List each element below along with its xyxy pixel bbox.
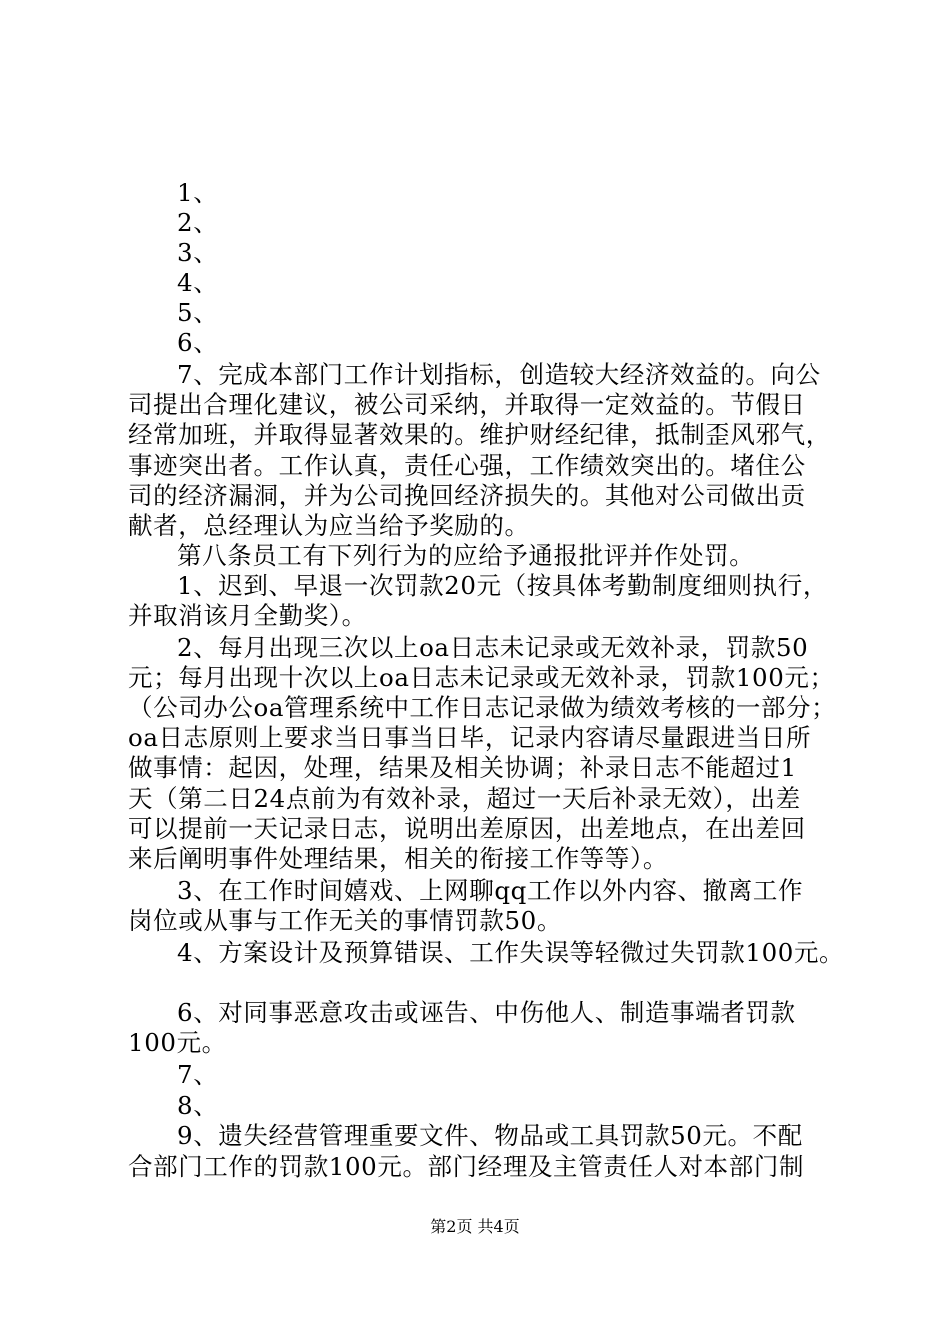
paragraph-line: 6、对同事恶意攻击或诬告、中伤他人、制造事端者罚款 (177, 998, 796, 1027)
paragraph-line: 100元。 (128, 1028, 227, 1057)
list-item: 4、 (177, 268, 219, 297)
paragraph-line: 做事情：起因，处理，结果及相关协调；补录日志不能超过1 (128, 753, 797, 782)
paragraph-line: （公司办公oa管理系统中工作日志记录做为绩效考核的一部分； (128, 693, 837, 722)
paragraph-line: 事迹突出者。工作认真，责任心强，工作绩效突出的。堵住公 (128, 451, 806, 480)
paragraph-line: 合部门工作的罚款100元。部门经理及主管责任人对本部门制 (128, 1152, 805, 1181)
list-item: 5、 (177, 298, 219, 327)
paragraph-line: oa日志原则上要求当日事当日毕，记录内容请尽量跟进当日所 (128, 723, 812, 752)
list-item: 1、 (177, 178, 219, 207)
paragraph-line: 天（第二日24点前为有效补录，超过一天后补录无效），出差 (128, 784, 801, 813)
paragraph-line: 来后阐明事件处理结果，相关的衔接工作等等）。 (128, 844, 668, 873)
list-item: 6、 (177, 328, 219, 357)
paragraph-line: 元；每月出现十次以上oa日志未记录或无效补录，罚款100元； (128, 663, 835, 692)
list-item: 8、 (177, 1091, 219, 1120)
paragraph-line: 1、迟到、早退一次罚款20元（按具体考勤制度细则执行， (177, 571, 828, 600)
paragraph-line: 岗位或从事与工作无关的事情罚款50。 (128, 906, 562, 935)
paragraph-line: 并取消该月全勤奖）。 (128, 601, 367, 630)
paragraph-line: 2、每月出现三次以上oa日志未记录或无效补录，罚款50 (177, 633, 809, 662)
page-number-footer: 第2页 共4页 (430, 1217, 520, 1236)
paragraph-line: 4、方案设计及预算错误、工作失误等轻微过失罚款100元。 (177, 938, 845, 967)
paragraph-line: 经常加班，并取得显著效果的。维护财经纪律，抵制歪风邪气， (128, 420, 831, 449)
paragraph-line: 司的经济漏洞，并为公司挽回经济损失的。其他对公司做出贡 (128, 481, 806, 510)
paragraph-line: 9、遗失经营管理重要文件、物品或工具罚款50元。不配 (177, 1121, 803, 1150)
article-heading: 第八条员工有下列行为的应给予通报批评并作处罚。 (177, 541, 755, 570)
list-item: 7、 (177, 1060, 219, 1089)
list-item: 3、 (177, 238, 219, 267)
paragraph-line: 7、完成本部门工作计划指标，创造较大经济效益的。向公 (177, 360, 821, 389)
paragraph-line: 司提出合理化建议，被公司采纳，并取得一定效益的。节假日 (128, 390, 806, 419)
paragraph-line: 献者，总经理认为应当给予奖励的。 (128, 511, 530, 540)
paragraph-line: 3、在工作时间嬉戏、上网聊qq工作以外内容、撤离工作 (177, 876, 804, 905)
paragraph-line: 可以提前一天记录日志，说明出差原因，出差地点，在出差回 (128, 814, 806, 843)
list-item: 2、 (177, 208, 219, 237)
